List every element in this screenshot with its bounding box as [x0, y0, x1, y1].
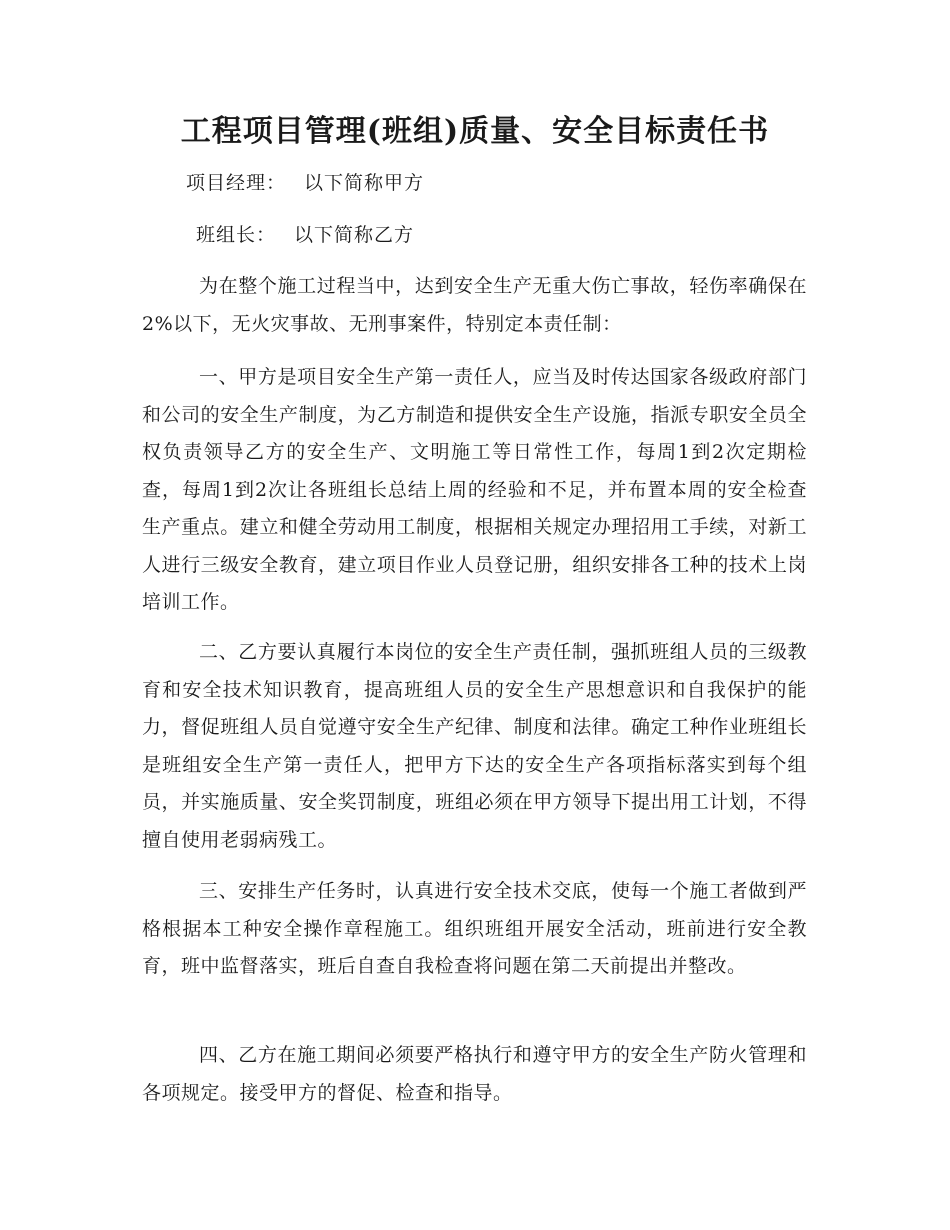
party-a-line	[186, 168, 424, 198]
paragraph-clause-4: 四、乙方在施工期间必须要严格执行和遵守甲方的安全生产防火管理和各项规定。接受甲方的督促、检查和指导。	[142, 1044, 807, 1104]
party-a-label: 项目经理：	[186, 172, 287, 194]
paragraph-clause-3: 三、安排生产任务时，认真进行安全技术交底，使每一个施工者做到严格根据本工种安全操作章程施工。组织班组开展安全活动，班前进行安全教育，班中监督落实，班后自查自我检查将问题在第二天前提出并整改。	[142, 880, 807, 977]
party-b-line	[196, 220, 414, 250]
paragraph-intro: 为在整个施工过程当中，达到安全生产无重大伤亡事故，轻伤率确保在2%以下，无火灾事故、无刑事案件，特别定本责任制：	[142, 275, 807, 335]
document-title: 工程项目管理(班组)质量、安全目标责任书	[180, 114, 770, 149]
paragraph-clause-2: 二、乙方要认真履行本岗位的安全生产责任制，强抓班组人员的三级教育和安全技术知识教育，提高班组人员的安全生产思想意识和自我保护的能力，督促班组人员自觉遵守安全生产纪律、制度和法律。确定工种作业班组长是班组安全生产第一责任人，把甲方下达的安全生产各项指标落实到每个组员，并实施质量、安全奖罚制度，班组必须在甲方领导下提出用工计划，不得擅自使用老弱病残工。	[142, 641, 807, 851]
party-b-value: 以下简称乙方	[294, 224, 415, 246]
paragraph-clause-1: 一、甲方是项目安全生产第一责任人，应当及时传达国家各级政府部门和公司的安全生产制度，为乙方制造和提供安全生产设施，指派专职安全员全权负责领导乙方的安全生产、文明施工等日常性工作，每周1到2次定期检查，每周1到2次让各班组长总结上周的经验和不足，并布置本周的安全检查生产重点。建立和健全劳动用工制度，根据相关规定办理招用工手续，对新工人进行三级安全教育，建立项目作业人员登记册，组织安排各工种的技术上岗培训工作。	[142, 366, 807, 613]
party-a-value: 以下简称甲方	[304, 172, 425, 194]
party-b-label: 班组长：	[196, 224, 277, 246]
